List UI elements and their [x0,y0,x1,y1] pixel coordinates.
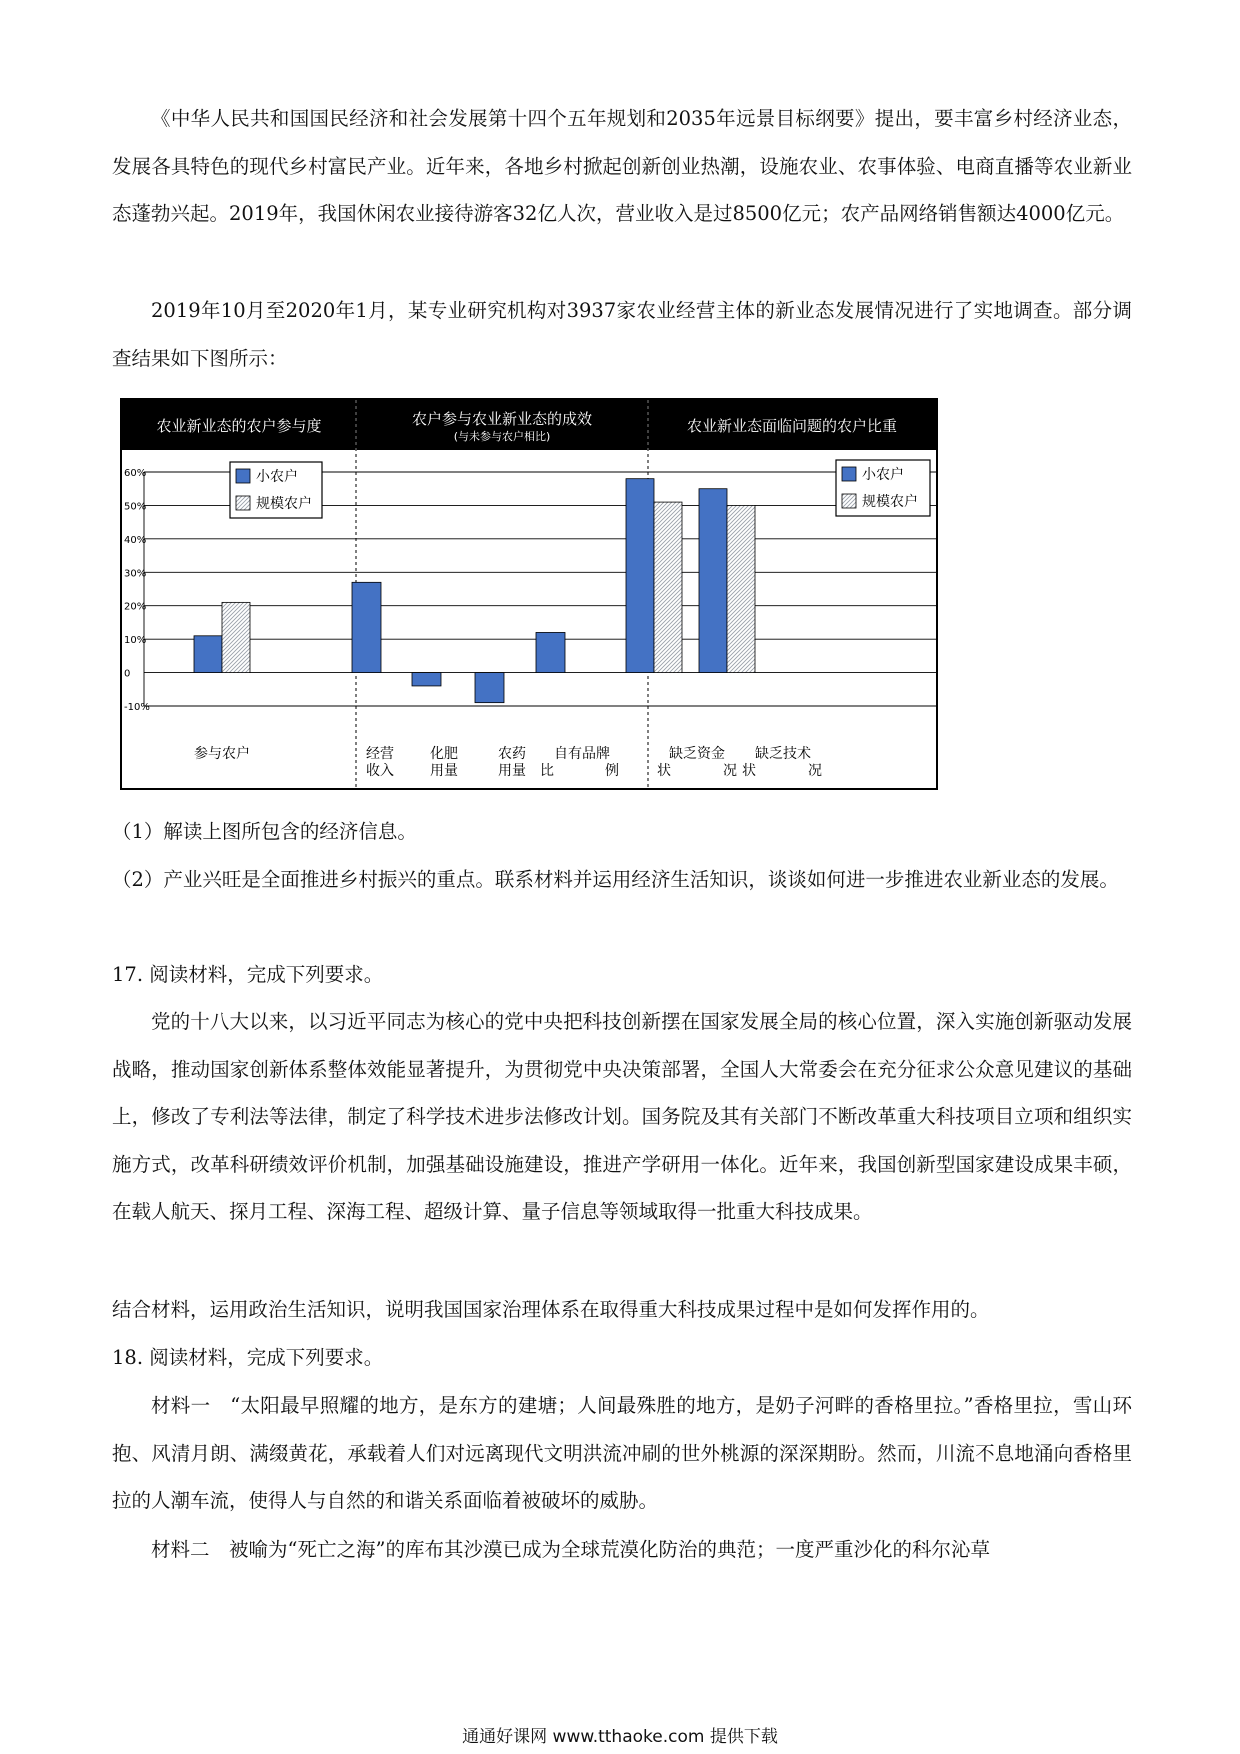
q17-question: 结合材料，运用政治生活知识，说明我国国家治理体系在取得重大科技成果过程中是如何发挥作用的。 [112,1298,990,1321]
survey-chart-svg [122,400,936,788]
panel-3-title: 农业新业态面临问题的农户比重 [686,417,898,435]
cat-label-fertilizer-2: 用量 [430,763,458,779]
y-tick-label: 60% [124,468,147,479]
cat-label-tech-2b: 况 [808,763,822,779]
cat-label-brand-2b: 例 [605,763,619,779]
q17-heading: 17. 阅读材料，完成下列要求。 [112,963,384,986]
question-2: （2）产业兴旺是全面推进乡村振兴的重点。联系材料并运用经济生活知识，谈谈如何进一步推进农业新业态的发展。 [112,868,1119,891]
panel-1-title: 农业新业态的农户参与度 [156,417,322,435]
cat-label-pesticide-1: 农药 [498,746,526,762]
y-tick-label: 0 [124,668,131,680]
bar-small-problem-0 [626,479,654,673]
footer: 通通好课网 www.tthaoke.com 提供下载 [462,1727,778,1747]
y-tick-label: 10% [124,635,147,647]
intro-paragraph-1: 《中华人民共和国国民经济和社会发展第十四个五年规划和2035年远景目标纲要》提出，要丰富乡村经济业态，发展各具特色的现代乡村富民产业。近年来，各地乡村掀起创新创业热潮，设施农业、农事体验、电商直播等农业新业态蓬勃兴起。2019年，我国休闲农业接待游客32亿人次，营业收入是过8500亿元；农产品网络销售额达4000亿元。 [112,107,1132,225]
panel-2-title: 农户参与农业新业态的成效 [411,410,593,428]
panel-2-subtitle: (与未参与农户相比) [453,430,551,443]
bar-large-problem-1 [727,505,755,672]
survey-chart [120,398,938,790]
cat-label-capital-2b: 况 [723,763,737,779]
intro-paragraph-2: 2019年10月至2020年1月，某专业研究机构对3937家农业经营主体的新业态发展情况进行了实地调查。部分调查结果如下图所示： [112,299,1132,370]
cat-label-brand-2a: 比 [540,763,554,779]
bar-small-participating [194,636,222,673]
y-tick-label: -10% [124,702,150,713]
cat-label-capital-1: 缺乏资金 [669,746,725,762]
y-tick-label: 40% [124,534,147,546]
legend-label-small: 小农户 [862,467,904,483]
y-tick-label: 50% [124,501,147,513]
bar-effect-1 [412,673,441,686]
cat-label-income-1: 经营 [366,746,394,762]
y-axis-ticks [124,468,150,713]
cat-label-participating: 参与农户 [194,746,250,762]
legend-panel-1 [230,462,322,518]
bar-effect-0 [352,582,381,672]
bar-effect-2 [475,673,504,703]
cat-label-income-2: 收入 [366,763,394,779]
cat-label-tech-2a: 状 [742,763,756,779]
legend-panel-3 [836,460,930,516]
category-labels [194,745,822,779]
bar-large-participating [222,602,250,672]
question-1: （1）解读上图所包含的经济信息。 [112,820,417,843]
legend-label-large: 规模农户 [256,496,312,512]
legend-swatch-large [842,494,856,508]
bar-large-problem-0 [654,502,682,672]
cat-label-fertilizer-1: 化肥 [430,746,458,762]
q18-heading: 18. 阅读材料，完成下列要求。 [112,1346,384,1369]
cat-label-tech-1: 缺乏技术 [755,746,811,762]
q17-material: 党的十八大以来，以习近平同志为核心的党中央把科技创新摆在国家发展全局的核心位置，深入实施创新驱动发展战略，推动国家创新体系整体效能显著提升，为贯彻党中央决策部署，全国人大常委会在充分征求公众意见建议的基础上，修改了专利法等法律，制定了科学技术进步法修改计划。国务院及其有关部门不断改革重大科技项目立项和组织实施方式，改革科研绩效评价机制，加强基础设施建设，推进产学研用一体化。近年来，我国创新型国家建设成果丰硕，在载人航天、探月工程、深海工程、超级计算、量子信息等领域取得一批重大科技成果。 [112,1010,1132,1223]
legend-label-small: 小农户 [256,469,298,485]
legend-swatch-small [236,469,250,483]
bar-small-problem-1 [699,489,727,673]
cat-label-capital-2a: 状 [657,763,671,779]
cat-label-brand-1: 自有品牌 [554,746,610,762]
bar-effect-3 [536,632,565,672]
q18-material-1: 材料一 “太阳最早照耀的地方，是东方的建塘；人间最殊胜的地方，是奶子河畔的香格里拉。”香格里拉，雪山环抱、风清月朗、满缀黄花，承载着人们对远离现代文明洪流冲刷的世外桃源的深深期盼。然而，川流不息地涌向香格里拉的人潮车流，使得人与自然的和谐关系面临着被破坏的威胁。 [112,1394,1132,1512]
y-tick-label: 20% [124,601,147,613]
q18-material-2: 材料二 被喻为“死亡之海”的库布其沙漠已成为全球荒漠化防治的典范；一度严重沙化的科尔沁草 [151,1538,990,1561]
cat-label-pesticide-2: 用量 [498,763,526,779]
y-tick-label: 30% [124,568,147,580]
legend-swatch-large [236,496,250,510]
legend-swatch-small [842,467,856,481]
legend-label-large: 规模农户 [862,494,918,510]
